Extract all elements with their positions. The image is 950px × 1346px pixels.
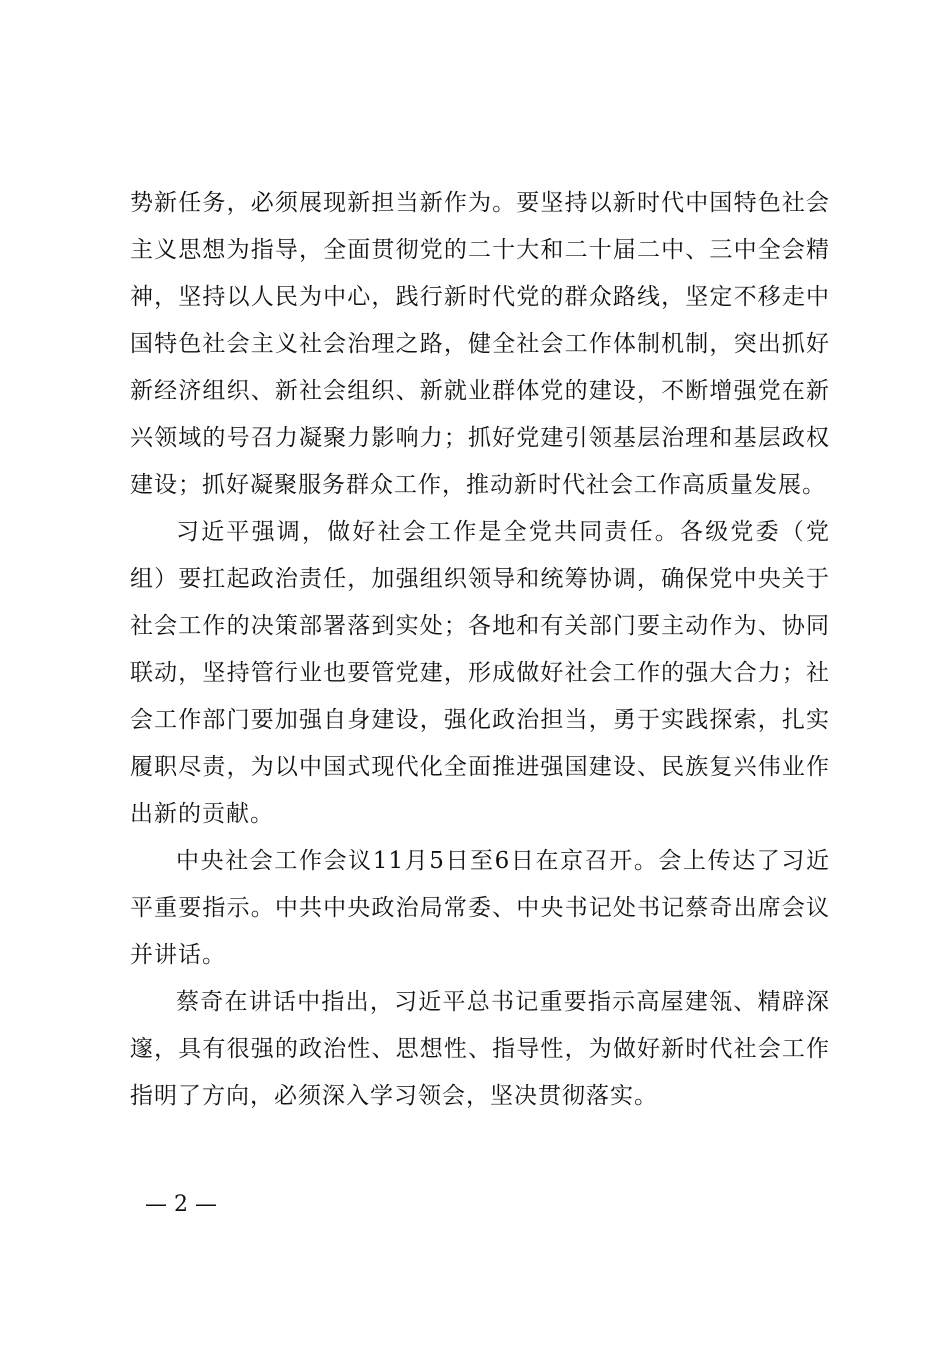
document-body xyxy=(130,180,830,1120)
paragraph-continued: 势新任务，必须展现新担当新作为。要坚持以新时代中国特色社会主义思想为指导，全面贯彻党的二十大和二十届二中、三中全会精神，坚持以人民为中心，践行新时代党的群众路线，坚定不移走中国特色社会主义社会治理之路，健全社会工作体制机制，突出抓好新经济组织、新社会组织、新就业群体党的建设，不断增强党在新兴领域的号召力凝聚力影响力；抓好党建引领基层治理和基层政权建设；抓好凝聚服务群众工作，推动新时代社会工作高质量发展。 xyxy=(130,190,830,498)
page-number: — 2 — xyxy=(145,1192,217,1217)
paragraph: 中央社会工作会议11月5日至6日在京召开。会上传达了习近平重要指示。中共中央政治局常委、中央书记处书记蔡奇出席会议并讲话。 xyxy=(130,848,830,968)
paragraph: 蔡奇在讲话中指出，习近平总书记重要指示高屋建瓴、精辟深邃，具有很强的政治性、思想性、指导性，为做好新时代社会工作指明了方向，必须深入学习领会，坚决贯彻落实。 xyxy=(130,989,830,1109)
paragraph: 习近平强调，做好社会工作是全党共同责任。各级党委（党组）要扛起政治责任，加强组织领导和统筹协调，确保党中央关于社会工作的决策部署落到实处；各地和有关部门要主动作为、协同联动，坚持管行业也要管党建，形成做好社会工作的强大合力；社会工作部门要加强自身建设，强化政治担当，勇于实践探索，扎实履职尽责，为以中国式现代化全面推进强国建设、民族复兴伟业作出新的贡献。 xyxy=(130,519,830,827)
